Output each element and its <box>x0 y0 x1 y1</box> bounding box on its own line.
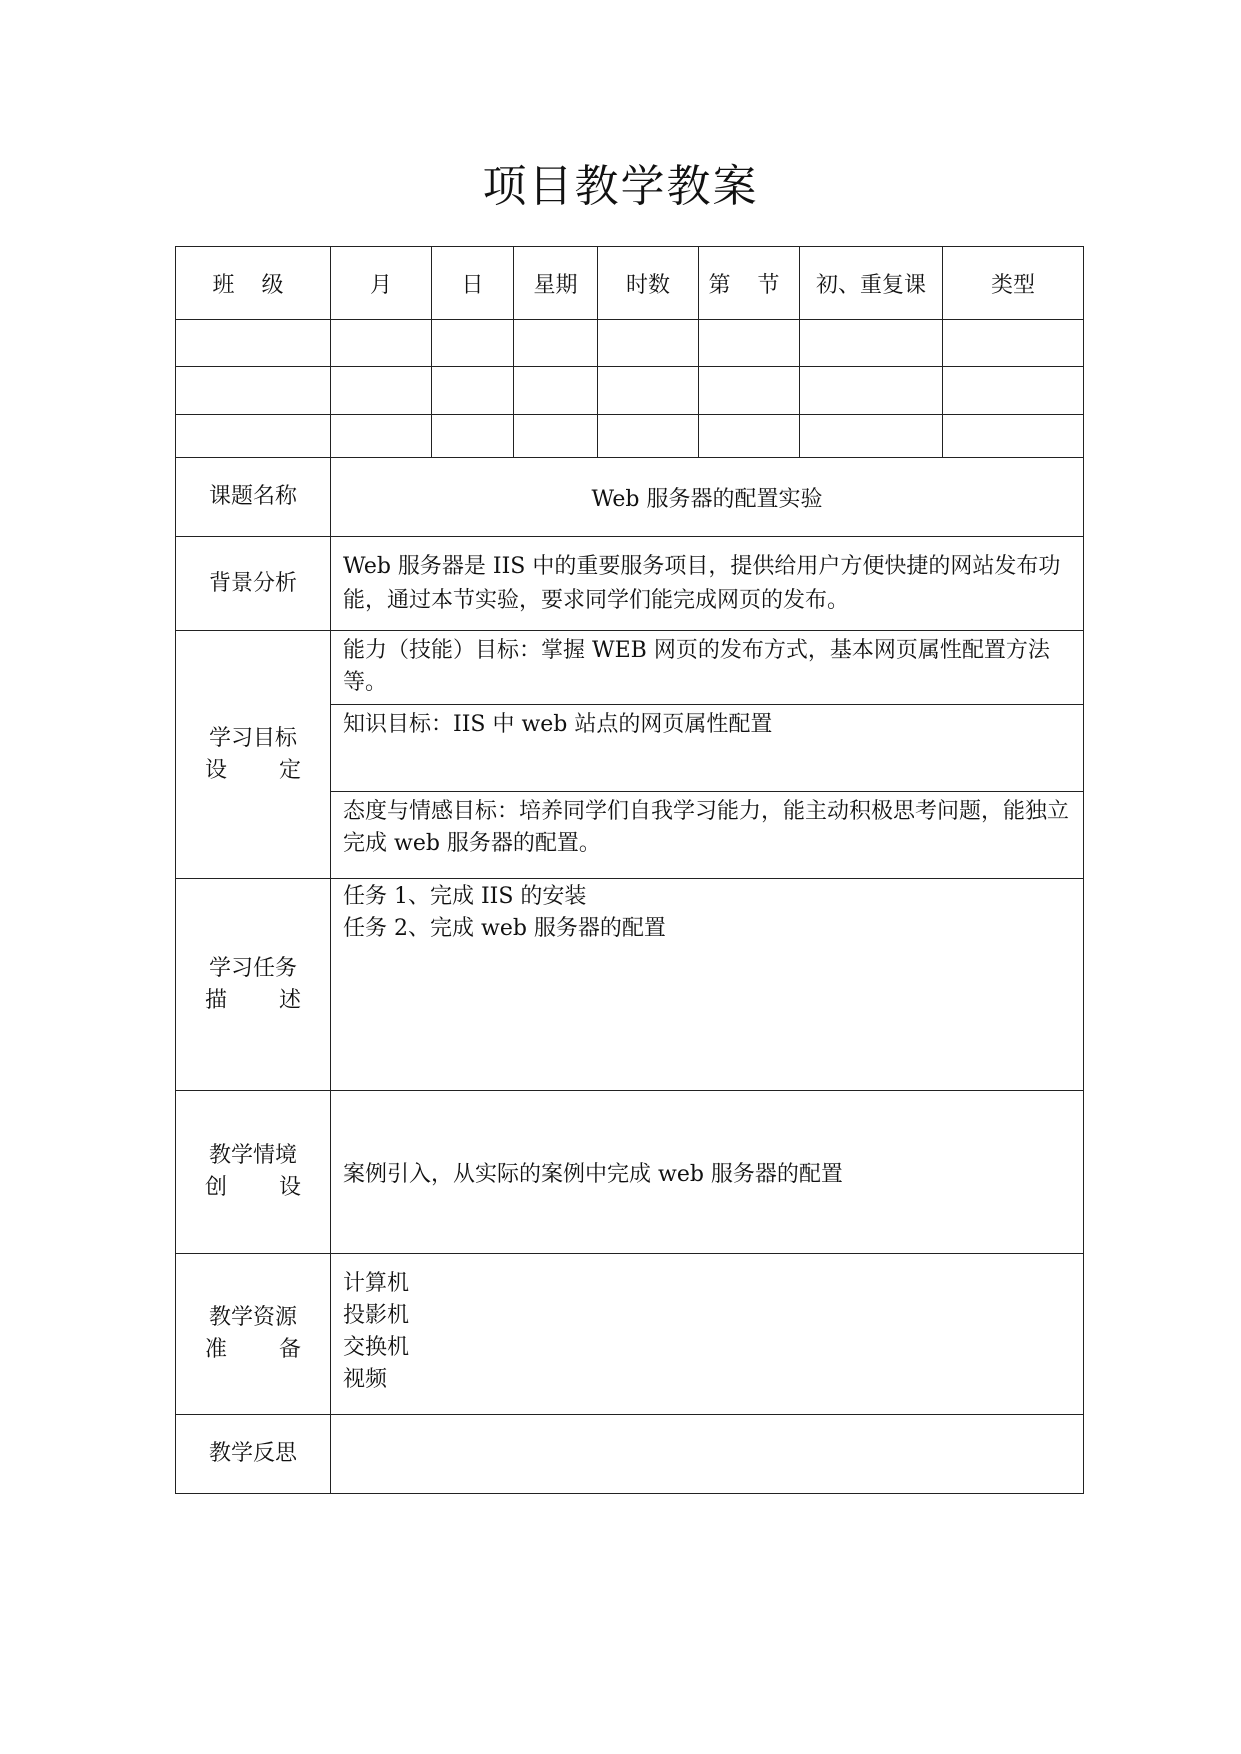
scenario-label-line1: 教学情境 <box>208 1143 297 1168</box>
scenario-label-char: 设 <box>278 1175 301 1200</box>
goal-knowledge: 知识目标：IIS 中 web 站点的网页属性配置 <box>331 705 1084 792</box>
resources-row <box>176 1254 1084 1415</box>
cell[interactable] <box>176 415 331 458</box>
cell[interactable] <box>432 367 514 415</box>
tasks-label-char: 述 <box>278 987 301 1013</box>
topic-label: 课题名称 <box>176 458 331 537</box>
cell[interactable] <box>943 415 1084 458</box>
cell[interactable] <box>943 320 1084 367</box>
resources-value <box>331 1254 1084 1415</box>
task-item: 任务 1、完成 IIS 的安装 <box>343 884 587 909</box>
cell[interactable] <box>943 367 1084 415</box>
reflection-row <box>176 1415 1084 1494</box>
cell[interactable] <box>598 415 699 458</box>
goals-row-ability <box>176 631 1084 705</box>
goals-label <box>176 631 331 879</box>
goals-label-char: 设 <box>205 757 228 783</box>
task-item: 任务 2、完成 web 服务器的配置 <box>343 916 666 941</box>
resource-item: 视频 <box>343 1367 388 1392</box>
cell[interactable] <box>432 320 514 367</box>
cell[interactable] <box>514 415 598 458</box>
cell[interactable] <box>176 367 331 415</box>
tasks-label-line2 <box>205 985 301 1017</box>
topic-value: Web 服务器的配置实验 <box>331 458 1084 537</box>
reflection-value[interactable] <box>331 1415 1084 1494</box>
scenario-label-line2 <box>205 1172 301 1204</box>
tasks-label <box>176 879 331 1091</box>
cell[interactable] <box>176 320 331 367</box>
resources-label <box>176 1254 331 1415</box>
lesson-plan-table <box>175 246 1084 1494</box>
tasks-row <box>176 879 1084 1091</box>
header-type: 类型 <box>943 247 1084 320</box>
reflection-label: 教学反思 <box>176 1415 331 1494</box>
tasks-value <box>331 879 1084 1091</box>
background-value: Web 服务器是 IIS 中的重要服务项目，提供给用户方便快捷的网站发布功能，通过本节实验，要求同学们能完成网页的发布。 <box>331 537 1084 631</box>
scenario-label <box>176 1091 331 1254</box>
scenario-row <box>176 1091 1084 1254</box>
resources-label-line1: 教学资源 <box>208 1305 297 1330</box>
resource-item: 交换机 <box>343 1335 410 1360</box>
schedule-row <box>176 367 1084 415</box>
header-hours: 时数 <box>598 247 699 320</box>
cell[interactable] <box>514 367 598 415</box>
schedule-row <box>176 320 1084 367</box>
tasks-label-line1: 学习任务 <box>208 955 297 981</box>
cell[interactable] <box>699 415 800 458</box>
resource-item: 计算机 <box>343 1271 410 1296</box>
background-row <box>176 537 1084 631</box>
scenario-value: 案例引入，从实际的案例中完成 web 服务器的配置 <box>331 1091 1084 1254</box>
cell[interactable] <box>598 320 699 367</box>
cell[interactable] <box>331 367 432 415</box>
cell[interactable] <box>699 320 800 367</box>
resource-item: 投影机 <box>343 1303 410 1328</box>
header-section: 第 节 <box>699 247 800 320</box>
header-weekday: 星期 <box>514 247 598 320</box>
tasks-label-char: 描 <box>205 987 228 1013</box>
cell[interactable] <box>432 415 514 458</box>
cell[interactable] <box>800 415 943 458</box>
background-label: 背景分析 <box>176 537 331 631</box>
goals-label-char: 定 <box>278 757 301 783</box>
cell[interactable] <box>331 415 432 458</box>
goals-label-line2 <box>205 755 301 787</box>
cell[interactable] <box>598 367 699 415</box>
goal-attitude: 态度与情感目标：培养同学们自我学习能力，能主动积极思考问题，能独立完成 web 服务器的配置。 <box>331 792 1084 879</box>
goals-label-line1: 学习目标 <box>208 725 297 751</box>
page-title: 项目教学教案 <box>482 161 759 212</box>
scenario-label-char: 创 <box>205 1175 228 1200</box>
header-month: 月 <box>331 247 432 320</box>
resources-label-char: 准 <box>205 1337 228 1362</box>
schedule-row <box>176 415 1084 458</box>
header-class: 班 级 <box>176 247 331 320</box>
cell[interactable] <box>514 320 598 367</box>
header-day: 日 <box>432 247 514 320</box>
cell[interactable] <box>331 320 432 367</box>
header-row <box>176 247 1084 320</box>
goal-ability: 能力（技能）目标：掌握 WEB 网页的发布方式，基本网页属性配置方法等。 <box>331 631 1084 705</box>
resources-label-line2 <box>205 1334 301 1366</box>
cell[interactable] <box>800 367 943 415</box>
cell[interactable] <box>800 320 943 367</box>
topic-row <box>176 458 1084 537</box>
header-course-type: 初、重复课 <box>800 247 943 320</box>
cell[interactable] <box>699 367 800 415</box>
resources-label-char: 备 <box>278 1337 301 1362</box>
